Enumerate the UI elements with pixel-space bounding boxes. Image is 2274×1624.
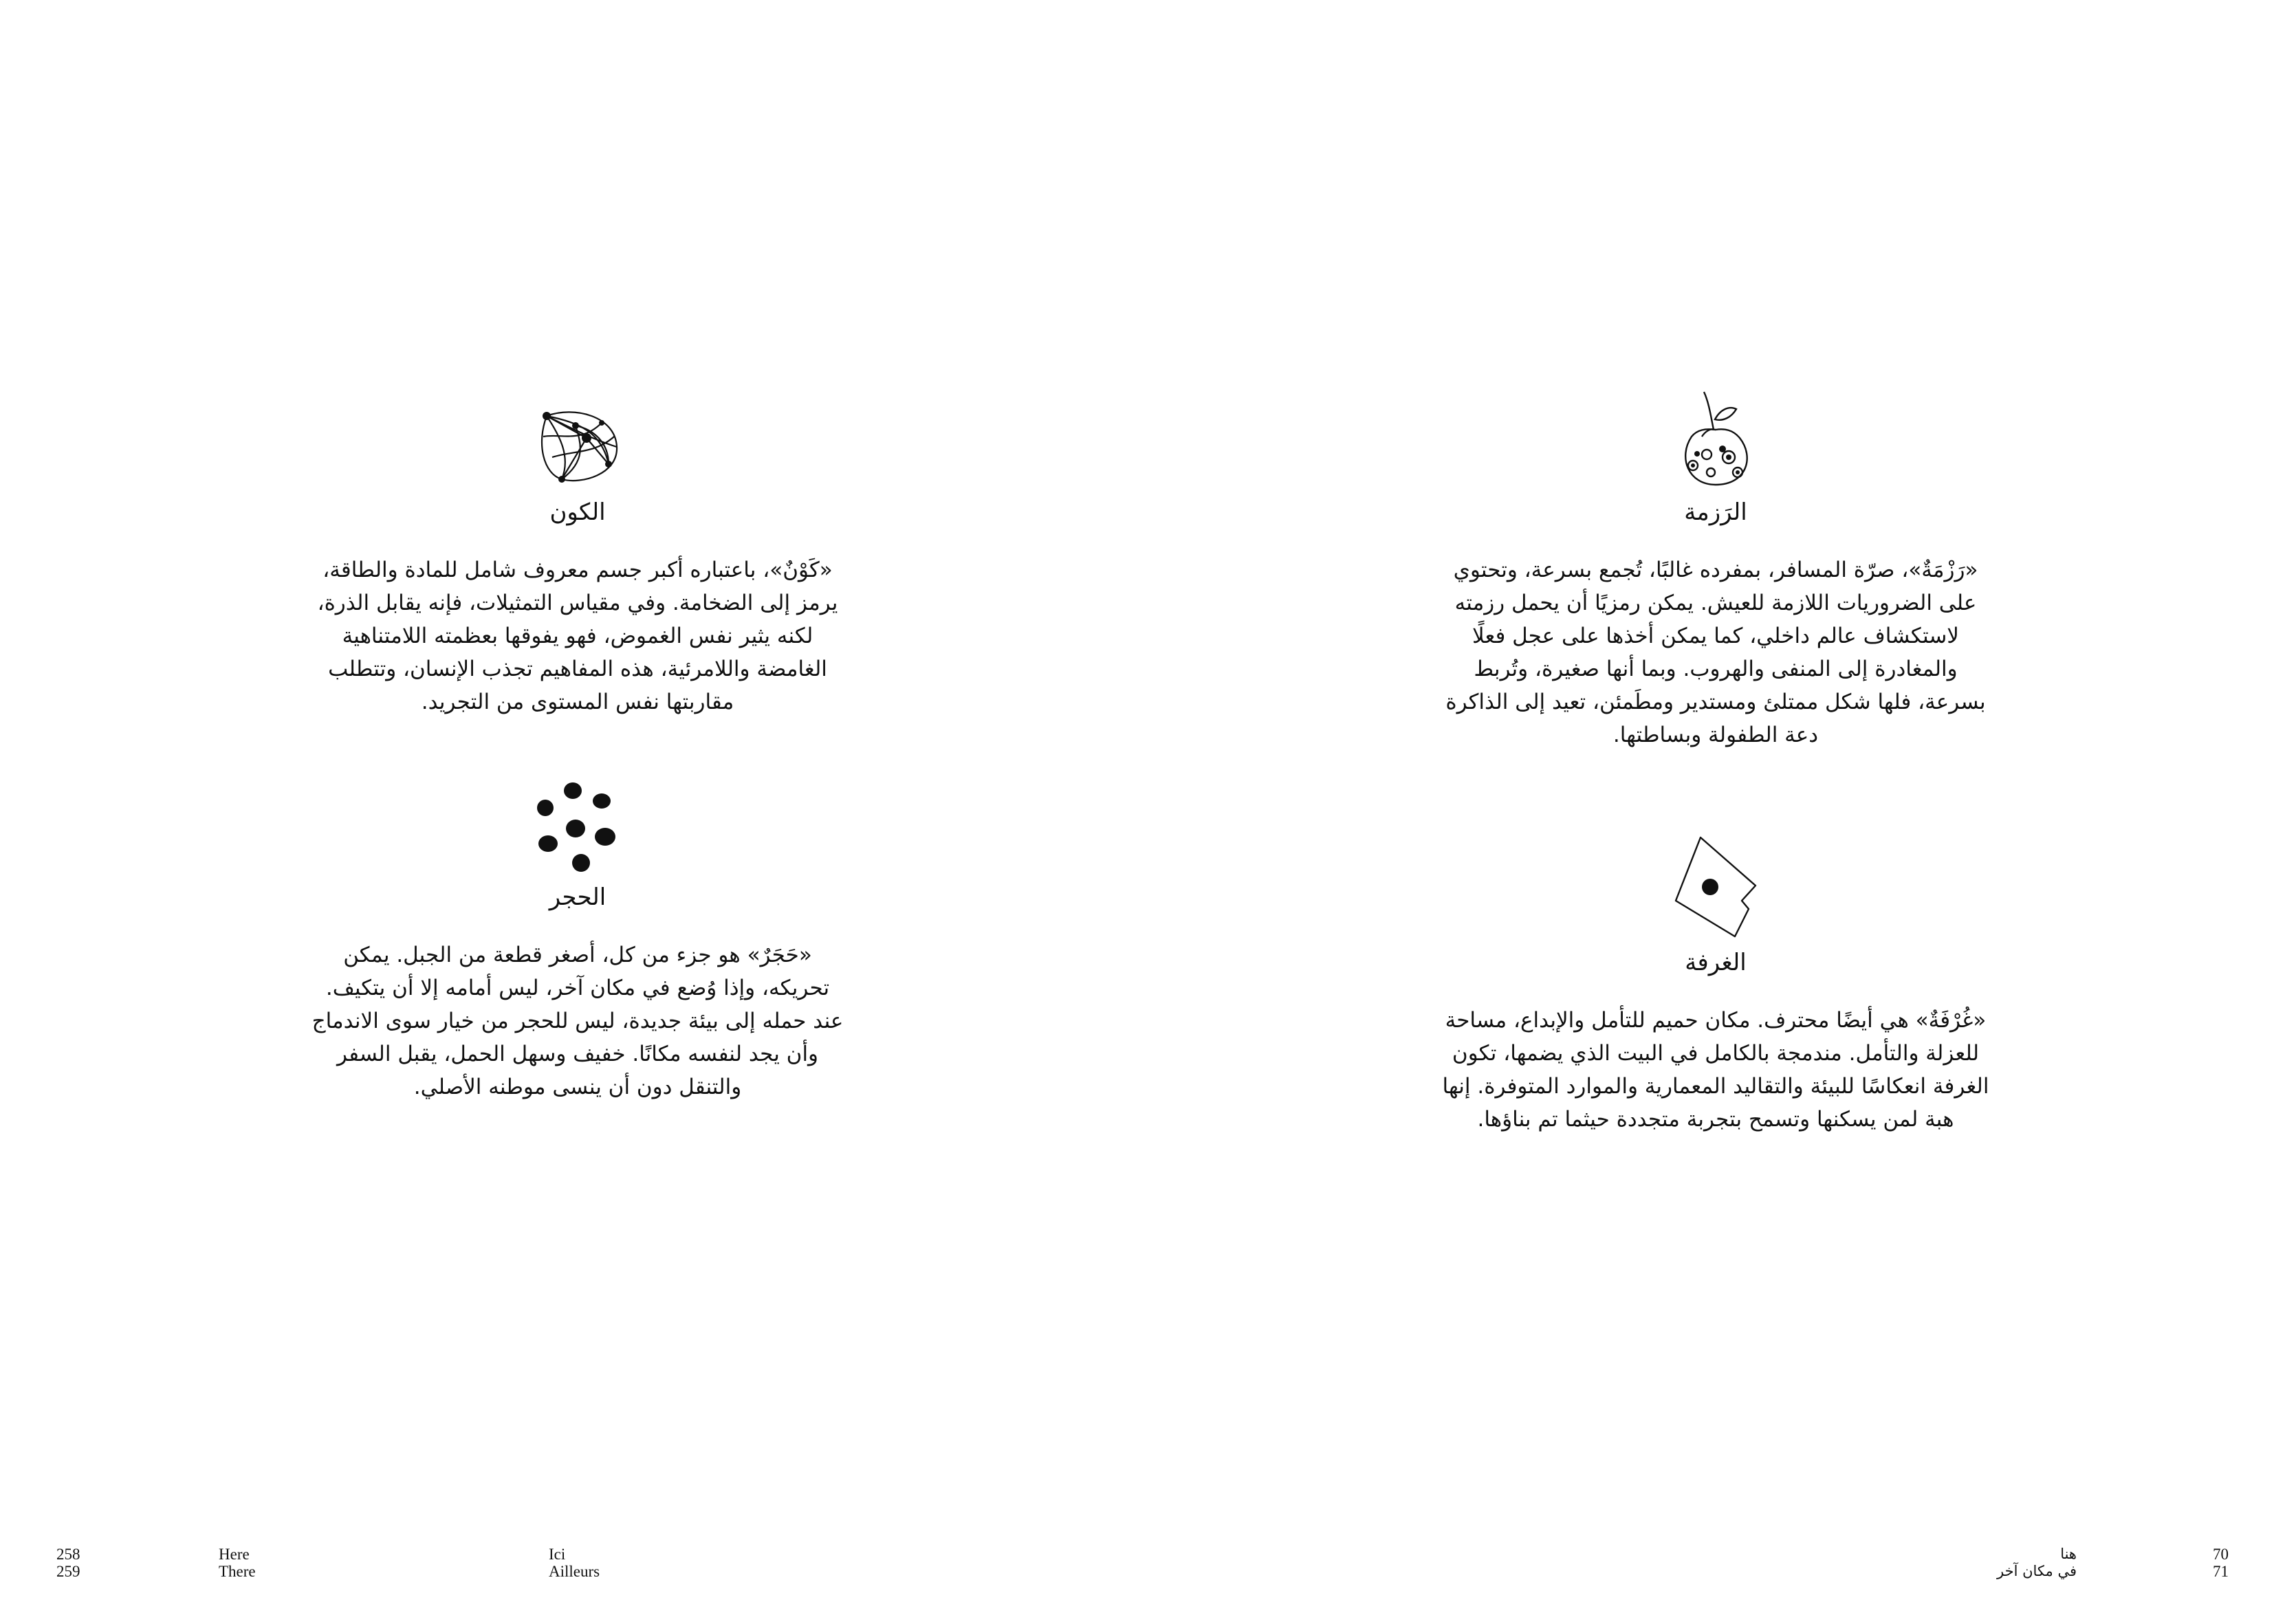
entry-title: الكون: [549, 498, 606, 526]
entry-body: «كَوْنٌ»، باعتباره أكبر جسم معروف شامل للمادة والطاقة، يرمز إلى الضخامة. وفي مقياس التمثيلات، فإنه يقابل الذرة، لكنه يثير نفس الغموض، فهو يفوقها بعظمته اللامتناهية الغامضة واللامرئية، هذه المفاهيم تجذب الإنسان، وتتطلب مقاربتها نفس المستوى من التجريد.: [317, 558, 838, 714]
page-number: 259: [56, 1563, 80, 1580]
folio-title-english: [219, 1546, 256, 1580]
entry-bundle: [1406, 388, 2025, 751]
stones-dots-icon: [533, 780, 622, 877]
entry-body: «غُرْفَةٌ» هي أيضًا محترف. مكان حميم للتأمل والإبداع، مساحة للعزلة والتأمل. مندمجة بالكامل في البيت الذي يضمها، تكون الغرفة انعكاسًا للبيئة والتقاليد المعمارية والموارد المتوفرة. إنها هبة لمن يسكنها وتسمح بتجربة متجددة حيثما تم بناؤها.: [1442, 1008, 1989, 1132]
folio-title-french: [549, 1546, 600, 1580]
entry-cosmos: [268, 402, 887, 718]
entry-title: الرَزمة: [1684, 498, 1747, 526]
entry-title: الحجر: [549, 884, 606, 911]
running-title: Ailleurs: [549, 1563, 600, 1580]
cosmos-network-icon: [533, 402, 622, 492]
entry-body: «حَجَرٌ» هو جزء من كل، أصغر قطعة من الجبل. يمكن تحريكه، وإذا وُضع في مكان آخر، ليس أمامه إلا أن يتكيف. عند حمله إلى بيئة جديدة، ليس للحجر من خيار سوى الاندماج وأن يجد لنفسه مكانًا. خفيف وسهل الحمل، يقبل السفر والتنقل دون أن ينسى موطنه الأصلي.: [311, 943, 844, 1099]
running-title: في مكان آخر: [1997, 1563, 2077, 1579]
entry-title: الغرفة: [1685, 949, 1747, 976]
page-number: 71: [2213, 1563, 2229, 1580]
bundle-fruit-icon: [1671, 388, 1760, 492]
folio-title-arabic: [1980, 1546, 2077, 1580]
room-plan-icon: [1668, 832, 1764, 942]
running-title: There: [219, 1563, 256, 1580]
page-number: 258: [56, 1546, 80, 1563]
running-title: Ici: [549, 1546, 566, 1563]
running-title: Here: [219, 1546, 250, 1563]
page-number: 70: [2213, 1546, 2229, 1563]
folio-page-numbers-left: [56, 1546, 80, 1580]
running-title: هنا: [2060, 1546, 2077, 1562]
entry-body: «رَزْمَةٌ»، صرّة المسافر، بمفرده غالبًا، تُجمع بسرعة، وتحتوي على الضروريات اللازمة للعيش. يمكن رمزيًا أن يحمل رزمته لاستكشاف عالم داخلي، كما يمكن أخذها على عجل فعلًا والمغادرة إلى المنفى والهروب. وبما أنها صغيرة، وتُربط بسرعة، فلها شكل ممتلئ ومستدير ومطَمئن، تعيد إلى الذاكرة دعة الطفولة وبساطتها.: [1445, 558, 1986, 747]
entry-room: [1406, 832, 2025, 1136]
folio-page-numbers-right: [2213, 1546, 2229, 1580]
entry-stone: [268, 780, 887, 1104]
